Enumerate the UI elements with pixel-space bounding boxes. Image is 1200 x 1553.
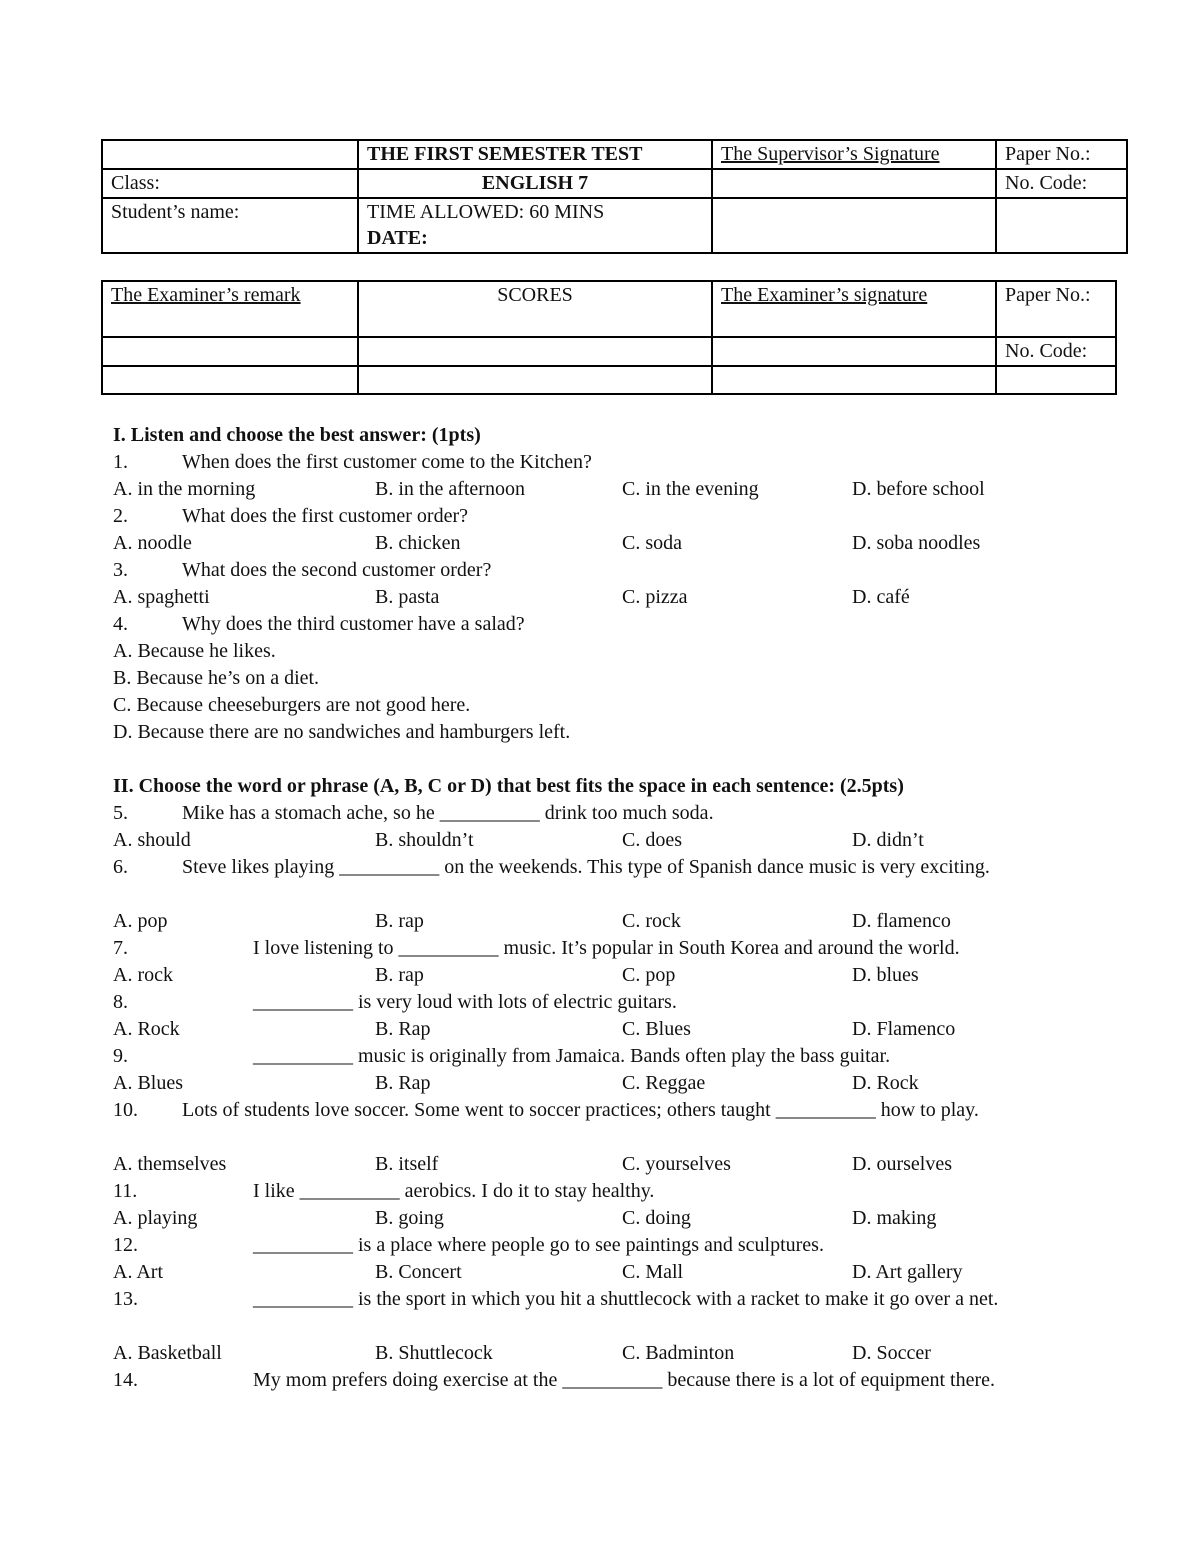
question-number: 8.	[113, 991, 128, 1013]
paper-no-label: Paper No.:	[996, 140, 1127, 169]
option-c: C. yourselves	[622, 1153, 731, 1175]
question-text: What does the first customer order?	[182, 505, 469, 527]
question-3	[113, 557, 1093, 584]
question-text: Lots of students love soccer. Some went to soccer practices; others taught __________ how to play.	[182, 1099, 979, 1121]
option-c: C. doing	[622, 1207, 691, 1229]
question-text: Mike has a stomach ache, so he __________ drink too much soda.	[182, 802, 714, 824]
question-number: 10.	[113, 1099, 138, 1121]
option-b: B. chicken	[375, 532, 461, 554]
question-number: 11.	[113, 1180, 138, 1202]
option-c: C. does	[622, 829, 682, 851]
option-d: D. Art gallery	[852, 1261, 963, 1283]
option-b: B. pasta	[375, 586, 440, 608]
section1-heading: I. Listen and choose the best answer: (1pts)	[113, 424, 481, 446]
score-cell	[358, 366, 712, 394]
question-number: 4.	[113, 613, 128, 635]
question-5	[113, 800, 1093, 827]
option-b: B. Rap	[375, 1018, 431, 1040]
questions-body	[113, 422, 1093, 1421]
question-text: What does the second customer order?	[182, 559, 492, 581]
option-c: C. in the evening	[622, 478, 759, 500]
examiner-sign-cell	[712, 337, 996, 366]
question-12	[113, 1232, 1093, 1259]
question-number: 2.	[113, 505, 128, 527]
option-b: B. shouldn’t	[375, 829, 474, 851]
examiner-sign-cell	[712, 366, 996, 394]
date-label: DATE:	[367, 227, 428, 249]
examiner-remark-label: The Examiner’s remark	[102, 281, 358, 337]
question-number: 1.	[113, 451, 128, 473]
option-c: C. pop	[622, 964, 676, 986]
option-a: A. Rock	[113, 1018, 180, 1040]
options-row	[113, 530, 1093, 557]
question-text: I love listening to __________ music. It’s popular in South Korea and around the world.	[253, 937, 960, 959]
option-b: B. Rap	[375, 1072, 431, 1094]
question-number: 9.	[113, 1045, 128, 1067]
options-row	[113, 476, 1093, 503]
question-1	[113, 449, 1093, 476]
section2-heading: II. Choose the word or phrase (A, B, C or D) that best fits the space in each sentence: (2.5pts)	[113, 775, 904, 797]
student-name-label: Student’s name:	[102, 198, 358, 253]
class-label: Class:	[102, 169, 358, 198]
option-b: B. itself	[375, 1153, 439, 1175]
remark-cell	[102, 366, 358, 394]
option-a: A. playing	[113, 1207, 198, 1229]
option-d: D. Soccer	[852, 1342, 931, 1364]
supervisor-signature-label: The Supervisor’s Signature	[712, 140, 996, 169]
options-row	[113, 827, 1093, 854]
examiner-no-code-label: No. Code:	[996, 337, 1116, 366]
examiner-paper-no-label: Paper No.:	[996, 281, 1116, 337]
question-2	[113, 503, 1093, 530]
option-a: A. spaghetti	[113, 586, 210, 608]
options-row	[113, 1205, 1093, 1232]
score-cell	[358, 337, 712, 366]
question-6	[113, 854, 1093, 908]
no-code-label: No. Code:	[996, 169, 1127, 198]
header-table	[101, 139, 1128, 254]
question-text: __________ is very loud with lots of electric guitars.	[253, 991, 677, 1013]
examiner-code-cell	[996, 366, 1116, 394]
options-row	[113, 1070, 1093, 1097]
option-a: A. Because he likes.	[113, 640, 276, 662]
question-14	[113, 1367, 1093, 1421]
question-text: When does the first customer come to the Kitchen?	[182, 451, 592, 473]
option-d: D. making	[852, 1207, 937, 1229]
question-number: 7.	[113, 937, 128, 959]
header-blank-cell	[102, 140, 358, 169]
code-blank-cell	[996, 198, 1127, 253]
question-13	[113, 1286, 1093, 1340]
option-a: A. in the morning	[113, 478, 256, 500]
option-a: A. themselves	[113, 1153, 227, 1175]
remark-cell	[102, 337, 358, 366]
option-a: A. pop	[113, 910, 168, 932]
examiner-table	[101, 280, 1117, 395]
option-a: A. Basketball	[113, 1342, 222, 1364]
option-c: C. rock	[622, 910, 681, 932]
option-d: D. Because there are no sandwiches and hamburgers left.	[113, 721, 571, 743]
options-row	[113, 1016, 1093, 1043]
options-row	[113, 1151, 1093, 1178]
options-row	[113, 1340, 1093, 1367]
option-c: C. Mall	[622, 1261, 684, 1283]
option-a: A. should	[113, 829, 191, 851]
option-c: C. pizza	[622, 586, 688, 608]
option-b: B. rap	[375, 910, 424, 932]
time-date-cell	[358, 198, 712, 253]
option-d: D. Flamenco	[852, 1018, 956, 1040]
question-text: Steve likes playing __________ on the weekends. This type of Spanish dance music is very exciting.	[182, 856, 990, 878]
question-11	[113, 1178, 1093, 1205]
section-gap	[113, 746, 1093, 773]
question-8	[113, 989, 1093, 1016]
option-a: A. rock	[113, 964, 173, 986]
option-c: C. soda	[622, 532, 682, 554]
question-text: I like __________ aerobics. I do it to stay healthy.	[253, 1180, 655, 1202]
option-c: C. Blues	[622, 1018, 691, 1040]
option-a: A. Blues	[113, 1072, 183, 1094]
scores-label: SCORES	[358, 281, 712, 337]
test-title: THE FIRST SEMESTER TEST	[358, 140, 712, 169]
option-b: B. going	[375, 1207, 444, 1229]
question-10	[113, 1097, 1093, 1151]
question-text: Why does the third customer have a salad?	[182, 613, 525, 635]
option-b: B. Concert	[375, 1261, 462, 1283]
option-d: D. didn’t	[852, 829, 924, 851]
option-d: D. Rock	[852, 1072, 919, 1094]
option-d: D. café	[852, 586, 910, 608]
question-number: 3.	[113, 559, 128, 581]
options-row	[113, 584, 1093, 611]
question-number: 6.	[113, 856, 128, 878]
option-c: C. Because cheeseburgers are not good here.	[113, 694, 471, 716]
question-7	[113, 935, 1093, 962]
question-number: 14.	[113, 1369, 138, 1391]
option-b: B. in the afternoon	[375, 478, 525, 500]
option-d: D. soba noodles	[852, 532, 981, 554]
examiner-signature-label: The Examiner’s signature	[712, 281, 996, 337]
question-number: 13.	[113, 1288, 138, 1310]
question-number: 12.	[113, 1234, 138, 1256]
signature-blank-cell	[712, 198, 996, 253]
option-b: B. Because he’s on a diet.	[113, 667, 320, 689]
option-d: D. ourselves	[852, 1153, 952, 1175]
options-row	[113, 1259, 1093, 1286]
option-b: B. Shuttlecock	[375, 1342, 493, 1364]
option-b: B. rap	[375, 964, 424, 986]
question-text: __________ is a place where people go to see paintings and sculptures.	[253, 1234, 824, 1256]
question-text: __________ music is originally from Jamaica. Bands often play the bass guitar.	[253, 1045, 891, 1067]
question-number: 5.	[113, 802, 128, 824]
option-c: C. Badminton	[622, 1342, 735, 1364]
option-c: C. Reggae	[622, 1072, 706, 1094]
option-a: A. Art	[113, 1261, 163, 1283]
supervisor-signature-cell	[712, 169, 996, 198]
question-9	[113, 1043, 1093, 1070]
question-4	[113, 611, 1093, 638]
options-row	[113, 962, 1093, 989]
option-d: D. blues	[852, 964, 919, 986]
question-text: __________ is the sport in which you hit a shuttlecock with a racket to make it go over a net.	[253, 1288, 999, 1310]
option-d: D. flamenco	[852, 910, 951, 932]
option-d: D. before school	[852, 478, 985, 500]
option-a: A. noodle	[113, 532, 192, 554]
subject-label: ENGLISH 7	[358, 169, 712, 198]
options-row	[113, 908, 1093, 935]
time-allowed: TIME ALLOWED: 60 MINS	[367, 201, 605, 223]
question-text: My mom prefers doing exercise at the __________ because there is a lot of equipment there.	[253, 1369, 995, 1391]
